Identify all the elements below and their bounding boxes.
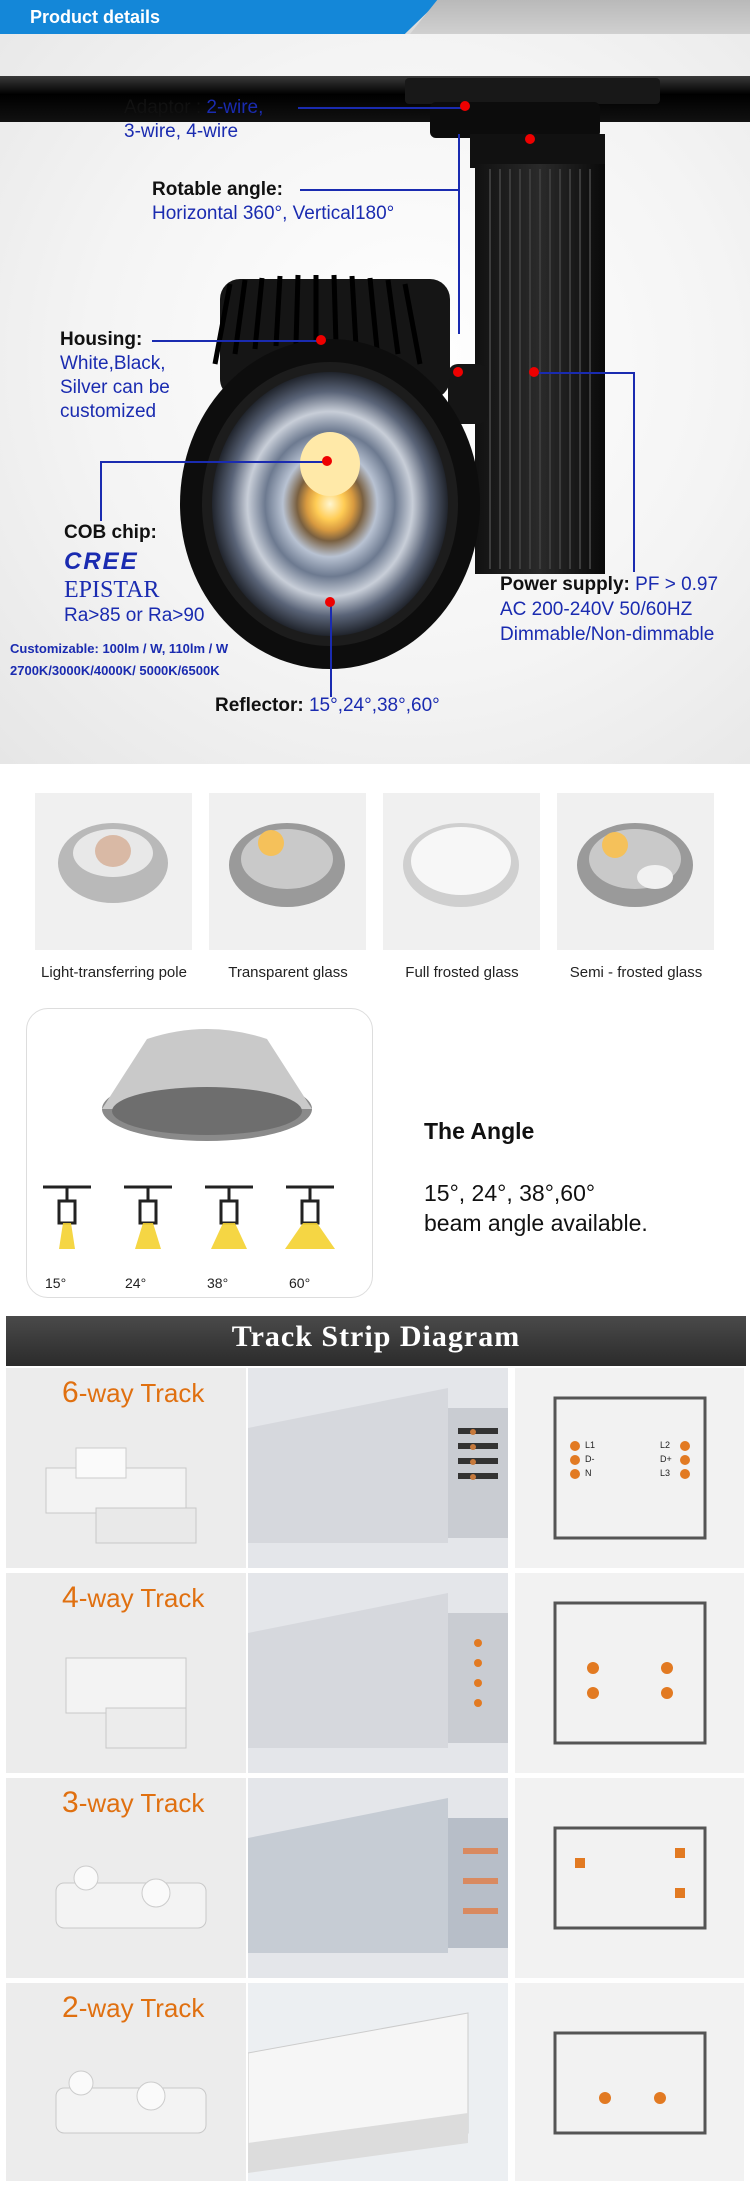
track-row-2-profile-cell: [248, 1983, 508, 2181]
track-row-3-profile-image: [248, 1778, 508, 1978]
track-row-6-diagram: [515, 1368, 744, 1568]
housing-label: [60, 328, 170, 424]
reflector-value: 15°,24°,38°,60°: [308, 695, 440, 716]
track-row-3-title: [62, 1786, 204, 1820]
track-row-6-n: N: [585, 1468, 592, 1478]
power-key: Power supply:: [500, 574, 630, 595]
power-pf: PF > 0.97: [635, 574, 719, 595]
option-caption-1: Light-transferring pole: [41, 964, 187, 981]
housing-marker: [316, 335, 326, 345]
track-row-4-diagram: [515, 1573, 744, 1773]
adaptor-marker-2: [525, 134, 535, 144]
adaptor-value-1: 2-wire,: [206, 97, 264, 118]
track-row-2-suffix: -way Track: [78, 1993, 205, 2023]
adaptor-leader: [298, 107, 463, 109]
track-row-2-adapter-image: [26, 2038, 226, 2173]
track-row-3-profile-cell: [248, 1778, 508, 1978]
reflector-label: [215, 694, 440, 718]
track-row-2-adapter-cell: [6, 1983, 246, 2181]
track-row-6-left-labels: [585, 1438, 595, 1480]
power-line-2: AC 200-240V 50/60HZ: [500, 599, 693, 620]
cob-leader: [100, 461, 325, 463]
housing-value-1: White,Black,: [60, 353, 166, 374]
track-row-3-adapter-cell: [6, 1778, 246, 1978]
track-row-6-l1: L1: [585, 1440, 596, 1450]
track-title: Track Strip Diagram: [231, 1320, 521, 1353]
track-row-6-suffix: -way Track: [78, 1378, 205, 1408]
angle-label-24: 24°: [125, 1275, 147, 1291]
track-row-3-num: 3: [62, 1786, 79, 1819]
beam-angle-card: [26, 1008, 373, 1298]
track-row-6-profile-cell: [248, 1368, 508, 1568]
track-row-3-suffix: -way Track: [78, 1788, 205, 1818]
track-row-4-title: [62, 1581, 204, 1615]
reflector-key: Reflector:: [215, 695, 304, 716]
cob-leader-vertical: [100, 461, 102, 521]
track-row-2-title: [62, 1991, 204, 2025]
angle-label-60: 60°: [289, 1275, 311, 1291]
track-row-3-diagram-cell: [515, 1778, 744, 1978]
track-row-6-profile-image: [248, 1368, 508, 1568]
track-row-2-profile-image: [248, 1983, 508, 2181]
adaptor-key: Adaptor :: [124, 97, 202, 118]
rotable-leader-vertical: [458, 134, 460, 334]
track-row-2-diagram: [515, 1983, 744, 2181]
power-leader-vertical: [633, 372, 635, 572]
track-row-4-adapter-cell: [6, 1573, 246, 1773]
track-row-6-title: [62, 1376, 204, 1410]
power-line-3: Dimmable/Non-dimmable: [500, 624, 715, 645]
track-row-2-diagram-cell: [515, 1983, 744, 2181]
track-row-3-diagram: [515, 1778, 744, 1978]
angle-label-15: 15°: [45, 1275, 67, 1291]
track-row-6-l2: L2: [660, 1440, 671, 1450]
angle-title: The Angle: [424, 1118, 535, 1144]
epistar-logo: EPISTAR: [64, 577, 160, 603]
track-row-6-right-labels: [660, 1438, 672, 1480]
rotable-key: Rotable angle:: [152, 179, 283, 200]
track-row-6-dminus: D-: [585, 1454, 595, 1464]
track-row-6-l3: L3: [660, 1468, 671, 1478]
housing-value-2: Silver can be: [60, 377, 170, 398]
section-title: Product details: [30, 7, 161, 27]
reflector-marker: [325, 597, 335, 607]
track-row-4-profile-cell: [248, 1573, 508, 1773]
power-marker: [529, 367, 539, 377]
cob-custom-1: Customizable: 100lm / W, 110lm / W: [10, 641, 229, 656]
beam-angle-illustration: [27, 1009, 372, 1297]
cob-ra: Ra>85 or Ra>90: [64, 605, 205, 626]
track-row-4-suffix: -way Track: [78, 1583, 205, 1613]
reflector-leader: [330, 602, 332, 697]
track-row-6-diagram-cell: [515, 1368, 744, 1568]
housing-leader: [152, 340, 317, 342]
cob-key: COB chip:: [64, 522, 157, 543]
angle-line-2: beam angle available.: [424, 1210, 648, 1236]
option-image-semi-frosted: [557, 793, 714, 950]
cob-custom: [10, 638, 228, 682]
track-row-6-adapter-cell: [6, 1368, 246, 1568]
option-caption-2: Transparent glass: [228, 964, 348, 981]
housing-value-3: customized: [60, 401, 157, 422]
adaptor-label: [124, 96, 263, 144]
adaptor-marker: [460, 101, 470, 111]
adaptor-value-2: 3-wire, 4-wire: [124, 121, 239, 142]
rotable-marker: [453, 367, 463, 377]
header-tail: [410, 0, 750, 34]
product-hero: [0, 34, 750, 764]
power-label: [500, 572, 718, 647]
option-image-transparent: [209, 793, 366, 950]
option-image-full-frosted: [383, 793, 540, 950]
cree-logo: CREE: [64, 548, 139, 575]
option-caption-4: Semi - frosted glass: [569, 964, 703, 981]
angle-line-1: 15°, 24°, 38°,60°: [424, 1180, 596, 1206]
option-image-light-pole: [35, 793, 192, 950]
power-leader: [534, 372, 634, 374]
cob-marker: [322, 456, 332, 466]
housing-key: Housing:: [60, 329, 143, 350]
cob-label: [64, 521, 205, 628]
option-caption-3: Full frosted glass: [405, 964, 519, 981]
rotable-label: [152, 178, 394, 226]
track-row-3-adapter-image: [26, 1833, 226, 1968]
track-row-6-num: 6: [62, 1376, 79, 1409]
rotable-value: Horizontal 360°, Vertical180°: [152, 203, 395, 224]
track-row-4-diagram-cell: [515, 1573, 744, 1773]
track-row-2-num: 2: [62, 1991, 79, 2024]
track-row-4-profile-image: [248, 1573, 508, 1773]
track-row-6-dplus: D+: [660, 1454, 672, 1464]
track-row-6-adapter-image: [26, 1428, 226, 1558]
angle-label-38: 38°: [207, 1275, 229, 1291]
track-row-4-adapter-image: [26, 1628, 226, 1763]
track-row-4-num: 4: [62, 1581, 79, 1614]
angle-text: [424, 1178, 648, 1238]
cob-custom-2: 2700K/3000K/4000K/ 5000K/6500K: [10, 663, 220, 678]
